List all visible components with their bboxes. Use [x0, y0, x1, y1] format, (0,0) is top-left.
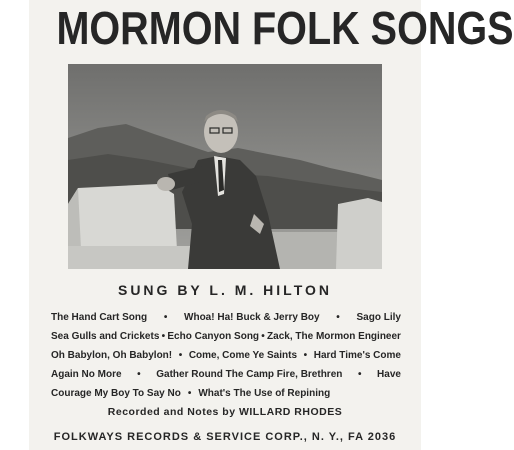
- bullet: •: [336, 312, 340, 323]
- song-title: Hard Time's Come: [313, 350, 401, 361]
- song-line: [51, 365, 401, 384]
- publisher-credit: FOLKWAYS RECORDS & SERVICE CORP., N. Y., FA 2036: [53, 431, 397, 443]
- song-line: [51, 308, 401, 327]
- bullet: •: [357, 369, 362, 380]
- album-title: MORMON FOLK SONGS: [56, 2, 514, 54]
- bullet: •: [163, 312, 168, 323]
- song-title: Whoa! Ha! Buck & Jerry Boy: [184, 312, 320, 323]
- song-title: Have: [377, 369, 401, 380]
- performer-credit: SUNG BY L. M. HILTON: [117, 282, 332, 298]
- song-title: What's The Use of Repining: [198, 388, 331, 399]
- song-title: Zack, The Mormon Engineer: [267, 331, 401, 342]
- bullet: •: [178, 350, 183, 361]
- song-title: Sea Gulls and Crickets: [51, 331, 160, 342]
- song-title: Echo Canyon Song: [167, 331, 260, 342]
- bullet: •: [303, 350, 308, 361]
- song-title: Gather Round The Camp Fire, Brethren: [156, 369, 343, 380]
- song-title: Again No More: [51, 369, 122, 380]
- song-title: The Hand Cart Song: [51, 312, 148, 323]
- song-title: Oh Babylon, Oh Babylon!: [51, 350, 173, 361]
- song-title: Sago Lily: [356, 312, 401, 323]
- song-line: [51, 327, 401, 346]
- bullet: •: [161, 331, 166, 342]
- recording-credit: Recorded and Notes by WILLARD RHODES: [107, 406, 343, 418]
- song-title: Come, Come Ye Saints: [188, 350, 298, 361]
- song-list: [51, 308, 401, 403]
- song-line: [51, 346, 401, 365]
- bullet: •: [137, 369, 141, 380]
- bullet: •: [187, 388, 192, 399]
- song-title: Courage My Boy To Say No: [51, 388, 181, 399]
- song-line: [51, 384, 401, 403]
- bullet: •: [261, 331, 265, 342]
- cover-photo: [68, 64, 382, 269]
- album-cover: [29, 0, 514, 450]
